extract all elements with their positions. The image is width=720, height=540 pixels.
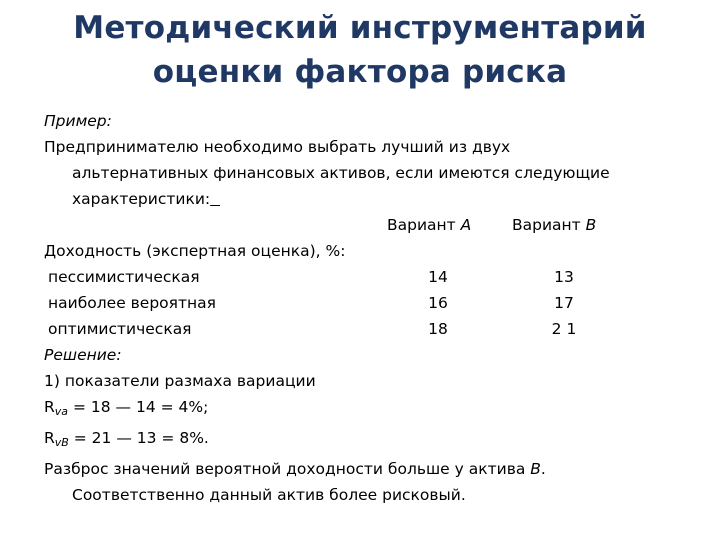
variant-a-prefix: Вариант [387, 216, 461, 234]
conclusion-line-1 [44, 456, 684, 482]
variant-a-letter: А [460, 216, 472, 234]
range-b-formula [44, 425, 684, 456]
conclusion-asset-letter: В [530, 460, 541, 478]
task-line-2: альтернативных финансовых активов, если имеются следующие [72, 164, 610, 182]
variant-b-letter: В [585, 216, 597, 234]
solution-label: Решение: [44, 346, 122, 364]
conclusion-line-2: Соответственно данный актив более рисковый. [72, 486, 466, 504]
row-label: наиболее вероятная [48, 294, 216, 312]
row-label: пессимистическая [48, 268, 200, 286]
row-value-b: 2 1 [551, 320, 577, 338]
row-value-a: 14 [428, 268, 448, 286]
task-line-3 [44, 186, 684, 212]
example-label: Пример: [44, 112, 112, 130]
row-value-a: 18 [428, 320, 448, 338]
row-label: оптимистическая [48, 320, 192, 338]
variant-a-header [387, 212, 471, 238]
row-value-a: 16 [428, 294, 448, 312]
range-a-letter: R [44, 398, 55, 416]
range-a-formula [44, 394, 684, 425]
slide-title [0, 6, 720, 94]
range-b-expression: = 21 — 13 = 8%. [68, 429, 209, 447]
row-value-b: 17 [554, 294, 574, 312]
table-row [44, 264, 684, 290]
row-value-b: 13 [554, 268, 574, 286]
solution-step-1: 1) показатели размаха вариации [44, 372, 316, 390]
conclusion-dot: . [540, 460, 546, 478]
conclusion-text: Разброс значений вероятной доходности больше у актива [44, 460, 531, 478]
task-line-1: Предпринимателю необходимо выбрать лучший из двух [44, 138, 511, 156]
range-a-subscript: vа [54, 405, 69, 418]
task-line-3-text: характеристики: [72, 190, 211, 208]
slide-body [44, 108, 684, 508]
variant-b-prefix: Вариант [512, 216, 586, 234]
table-row [44, 316, 684, 342]
range-b-subscript: vВ [54, 436, 69, 449]
range-b-letter: R [44, 429, 55, 447]
range-a-expression: = 18 — 14 = 4%; [68, 398, 209, 416]
yield-label: Доходность (экспертная оценка), %: [44, 242, 346, 260]
title-line-1: Методический инструментарий [73, 10, 647, 46]
task-line-3-underline [210, 190, 220, 208]
variant-b-header [512, 212, 596, 238]
variants-header [44, 212, 684, 238]
table-row [44, 290, 684, 316]
title-line-2: оценки фактора риска [152, 54, 568, 90]
